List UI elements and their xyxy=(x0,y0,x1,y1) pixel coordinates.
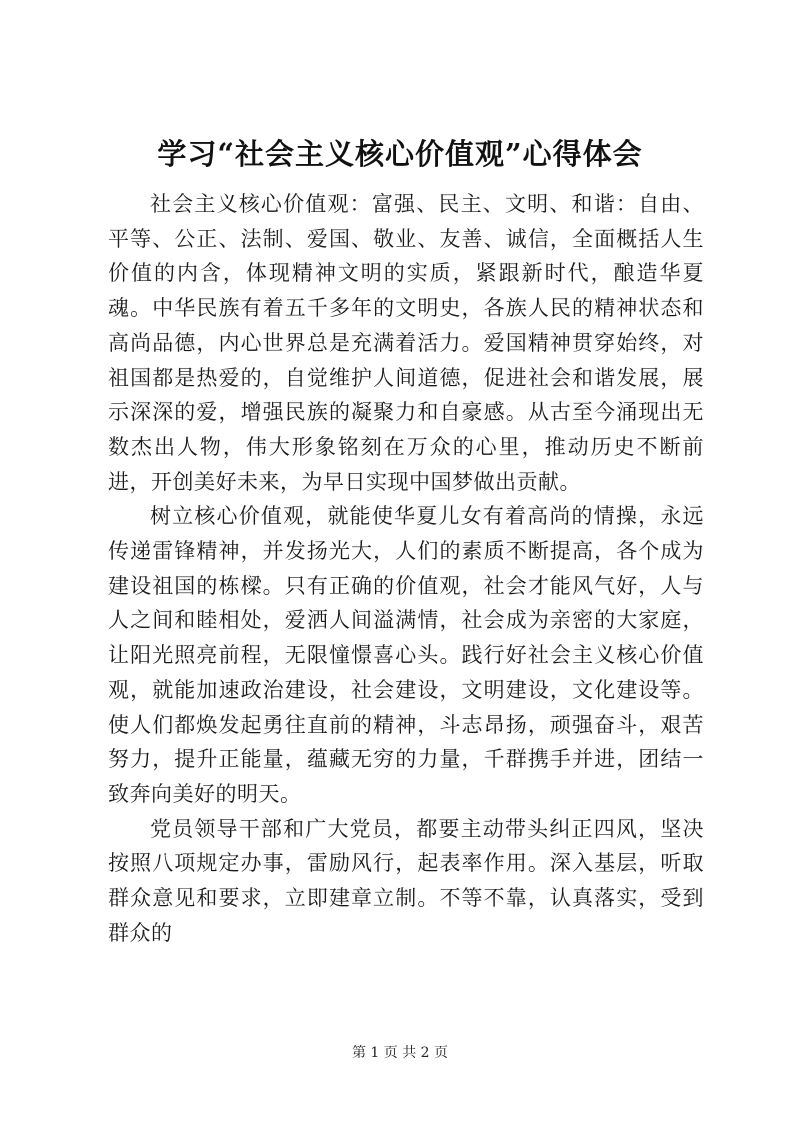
paragraph: 社会主义核心价值观：富强、民主、文明、和谐：自由、平等、公正、法制、爱国、敬业、友善、诚信，全面概括人生价值的内含，体现精神文明的实质，紧跟新时代，酿造华夏魂。中华民族有着五千多年的文明史，各族人民的精神状态和高尚品德，内心世界总是充满着活力。爱国精神贯穿始终，对祖国都是热爱的，自觉维护人间道德，促进社会和谐发展，展示深深的爱，增强民族的凝聚力和自豪感。从古至今涌现出无数杰出人物，伟大形象铭刻在万众的心里，推动历史不断前进，开创美好未来，为早日实现中国梦做出贡献。 xyxy=(108,192,704,494)
page-footer: 第 1 页 共 2 页 xyxy=(351,1045,449,1061)
paragraph: 树立核心价值观，就能使华夏儿女有着高尚的情操，永远传递雷锋精神，并发扬光大，人们的素质不断提高，各个成为建设祖国的栋樑。只有正确的价值观，社会才能风气好，人与人之间和睦相处，爱洒人间溢满情，社会成为亲密的大家庭，让阳光照亮前程，无限憧憬喜心头。践行好社会主义核心价值观，就能加速政治建设，社会建设，文明建设，文化建设等。使人们都焕发起勇往直前的精神，斗志昂扬，顽强奋斗，艰苦努力，提升正能量，蕴藏无穷的力量，千群携手并进，团结一致奔向美好的明天。 xyxy=(108,504,704,806)
page-title: 学习“社会主义核心价值观”心得体会 xyxy=(157,137,643,171)
document-body xyxy=(108,187,704,950)
paragraph: 党员领导干部和广大党员，都要主动带头纠正四风，坚决按照八项规定办事，雷励风行，起表率作用。深入基层，听取群众意见和要求，立即建章立制。不等不靠，认真落实，受到群众的 xyxy=(108,816,704,945)
